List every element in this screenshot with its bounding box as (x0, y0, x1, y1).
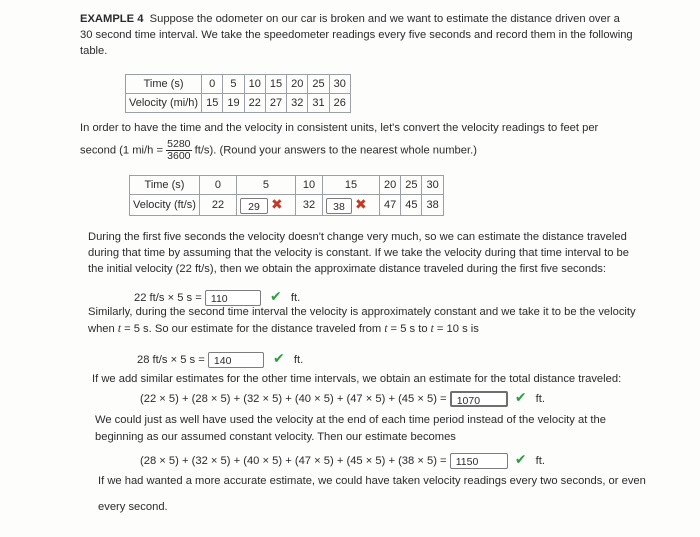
table-cell: 19 (223, 94, 244, 113)
table-cell: 32 (295, 195, 322, 216)
table-cell: 32 (287, 94, 308, 113)
table-header-time: Time (s) (126, 75, 202, 94)
distance-first-interval-input[interactable]: 110 (205, 290, 261, 306)
intro-line-1: EXAMPLE 4 Suppose the odometer on our car is broken and we want to estimate the distance driven over a (80, 13, 620, 25)
table-cell: 5 (223, 75, 244, 94)
para3-line-1: If we add similar estimates for the other time intervals, we obtain an estimate for the total distance traveled: (92, 373, 622, 385)
conversion-fraction: $\frac{5280}{3600}$ (167, 138, 191, 162)
table-cell: 47 (379, 195, 400, 216)
table-cell: 30 (329, 75, 350, 94)
para4-line-2: beginning as our assumed constant velocity. Then our estimate becomes (95, 431, 456, 443)
table-cell: 15 (202, 94, 223, 113)
table-header-velocity: Velocity (mi/h) (126, 94, 202, 113)
equation-2: 28 ft/s × 5 s = 140 ✔ ft. (137, 350, 304, 368)
convert-line-2: second (1 mi/h = $\frac{5280}{3600}$ ft/s). (Round your answers to the nearest whole number.) (80, 138, 477, 162)
para4-line-1: We could just as well have used the velocity at the end of each time period instead of the velocity at the (95, 414, 606, 426)
check-mark-icon: ✔ (514, 389, 527, 405)
convert-line-1: In order to have the time and the velocity in consistent units, let's convert the velocity readings to feet per (80, 122, 599, 134)
equation-3: (22 × 5) + (28 × 5) + (32 × 5) + (40 × 5) + (47 × 5) + (45 × 5) = 1070 ✔ ft. (140, 389, 545, 408)
para5-line-2: every second. (98, 501, 168, 513)
table-cell: 25 (401, 176, 422, 195)
table-row (126, 94, 351, 113)
table-cell: 15 (322, 176, 379, 195)
velocity-5s-input[interactable]: 29 (240, 198, 268, 214)
check-mark-icon: ✔ (514, 451, 527, 467)
table-cell: 30 (422, 176, 443, 195)
table-cell: 0 (199, 176, 236, 195)
para5-line-1: If we had wanted a more accurate estimate, we could have taken velocity readings every two seconds, or even (98, 475, 646, 487)
table-cell: 10 (295, 176, 322, 195)
example-label: EXAMPLE 4 (80, 13, 144, 25)
total-distance-left-input[interactable]: 1070 (450, 391, 508, 407)
table-cell: 31 (308, 94, 329, 113)
table-cell: 5 (236, 176, 295, 195)
table-cell: 27 (265, 94, 286, 113)
table-cell: 0 (202, 75, 223, 94)
table-cell: 20 (379, 176, 400, 195)
velocity-table-fts (129, 175, 444, 216)
table-cell: 15 (265, 75, 286, 94)
table-cell-answer (236, 195, 295, 216)
para2-line-1: Similarly, during the second time interval the velocity is approximately constant and we take it to be the velocity (88, 306, 636, 318)
table-cell: 22 (199, 195, 236, 216)
distance-second-interval-input[interactable]: 140 (208, 352, 264, 368)
equation-1: 22 ft/s × 5 s = 110 ✔ ft. (134, 288, 301, 306)
intro-line-3: table. (80, 45, 108, 57)
table-header-velocity: Velocity (ft/s) (130, 195, 200, 216)
table-cell: 25 (308, 75, 329, 94)
para1-line-3: the initial velocity (22 ft/s), then we obtain the approximate distance traveled during the first five seconds: (88, 263, 607, 275)
table-row (130, 176, 444, 195)
equation-4: (28 × 5) + (32 × 5) + (40 × 5) + (47 × 5) + (45 × 5) + (38 × 5) = 1150 ✔ ft. (140, 451, 545, 469)
table-cell: 10 (244, 75, 265, 94)
speedometer-table-mph (125, 74, 351, 113)
table-cell: 26 (329, 94, 350, 113)
para1-line-1: During the first five seconds the velocity doesn't change very much, so we can estimate the distance traveled (88, 231, 627, 243)
table-row (126, 75, 351, 94)
para1-line-2: during that time by assuming that the velocity is constant. If we take the velocity during that time interval to be (88, 247, 630, 259)
velocity-15s-input[interactable]: 38 (326, 198, 352, 214)
check-mark-icon: ✔ (273, 350, 285, 366)
table-row (130, 195, 444, 216)
intro-line-2: 30 second time interval. We take the speedometer readings every five seconds and record them in the following (80, 29, 633, 41)
table-cell: 22 (244, 94, 265, 113)
x-mark-icon: ✖ (355, 196, 367, 212)
table-cell-answer (322, 195, 379, 216)
x-mark-icon: ✖ (271, 196, 283, 212)
table-cell: 38 (422, 195, 443, 216)
table-cell: 45 (401, 195, 422, 216)
table-header-time: Time (s) (130, 176, 200, 195)
total-distance-right-input[interactable]: 1150 (450, 453, 508, 469)
check-mark-icon: ✔ (270, 288, 282, 304)
table-cell: 20 (287, 75, 308, 94)
para2-line-2: when t = 5 s. So our estimate for the distance traveled from t = 5 s to t = 10 s is (88, 323, 479, 335)
